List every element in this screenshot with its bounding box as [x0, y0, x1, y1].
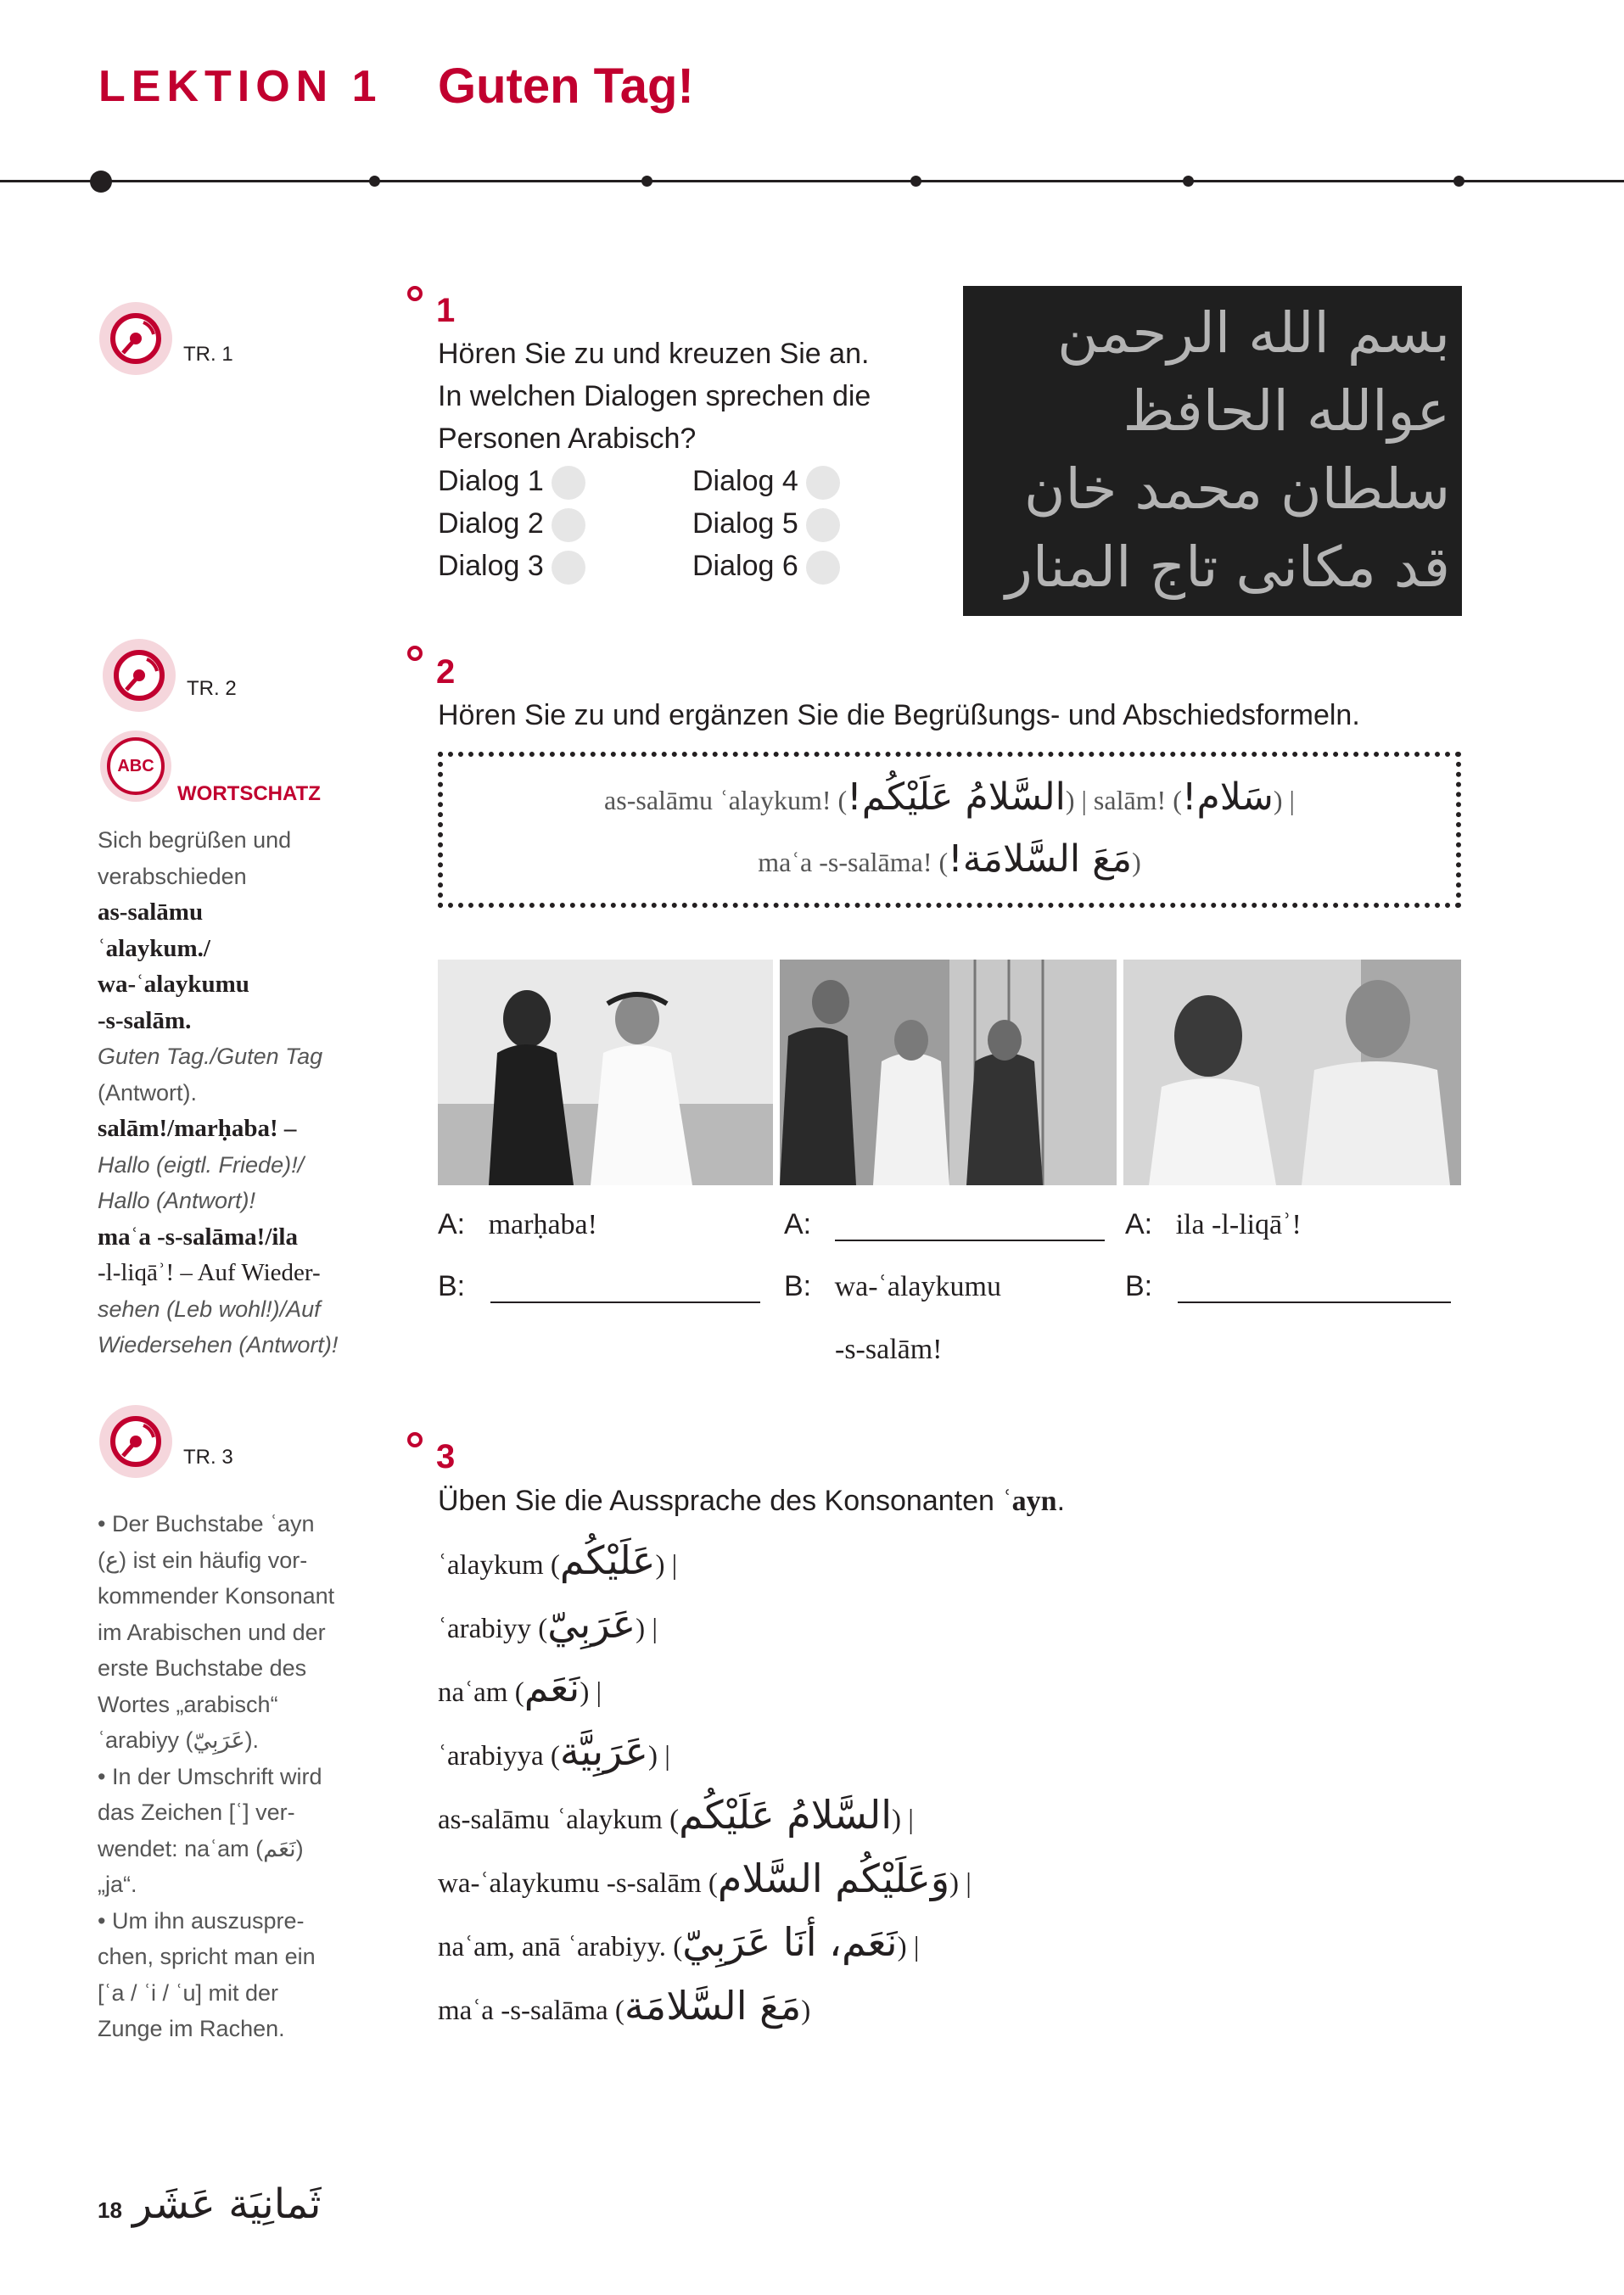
checkbox-circle[interactable] — [806, 508, 840, 542]
calligraphy-image: بسم الله الرحمن عوالله الحافظ سلطان محمد خان قد مكانى تاج المنار — [963, 286, 1462, 616]
checkbox-circle[interactable] — [806, 551, 840, 585]
dialog-option[interactable]: Dialog 5 — [692, 502, 840, 545]
exercise-1-instructions: Hören Sie zu und kreuzen Sie an. In welchen Dialogen sprechen die Personen Arabisch? — [438, 338, 871, 455]
dialog-1-a: A: marḥaba! — [438, 1208, 597, 1240]
checkbox-circle[interactable] — [552, 466, 585, 500]
exercise-2-instruction: Hören Sie zu und ergänzen Sie die Begrüßungs- und Abschiedsformeln. — [438, 699, 1360, 731]
exercise-number: 1 — [436, 292, 456, 329]
dialog-checklist-left — [438, 460, 585, 587]
audio-cd-icon[interactable] — [99, 302, 172, 375]
track-label: TR. 1 — [183, 343, 233, 366]
pronunciation-line: maʿa -s-salāma (مَعَ السَّلامَة) — [438, 1983, 811, 2029]
dialog-option[interactable]: Dialog 1 — [438, 460, 585, 502]
answer-blank[interactable] — [835, 1240, 1105, 1241]
answer-blank[interactable] — [490, 1301, 760, 1303]
vocabulary-list: Sich begrüßen und verabschieden as-salāmu ʿalaykum./ wa-ʿalaykumu -s-salām. Guten Tag./Guten Tag (Antwort). salām!/marḥaba! – Hallo (eigtl. Friede)!/ Hallo (Antwort)! maʿa -s-salāma!/ila -l-liqāʾ! – Auf Wieder- sehen (Leb wohl!)/Auf Wiedersehen (Antwort)! — [98, 827, 339, 1357]
header-rule — [0, 180, 1624, 182]
dialog-3-a: A: ila -l-liqāʾ! — [1125, 1208, 1302, 1240]
vocabulary-abc-icon: ABC — [100, 730, 171, 802]
audio-cd-icon[interactable] — [99, 1405, 172, 1478]
pronunciation-list — [438, 1537, 972, 2046]
dialog-1-b: B: — [438, 1270, 760, 1303]
exercise-marker — [407, 286, 423, 301]
timeline-dot — [641, 176, 652, 187]
page-number-arabic: ثَمانِيَة عَشَر — [132, 2180, 322, 2228]
ayn-note: • Der Buchstabe ʿayn (ع) ist ein häufig vor- kommender Konsonant im Arabischen und der erste Buchstabe des Wortes „arabisch“ ʿarabiyy (عَرَبِيّ). • In der Umschrift wird das Zeichen [ʿ] ver- wendet: naʿam (نَعَم) „ja“. • Um ihn auszuspre- chen, spricht man ein [ʿa / ʿi / ʿu] mit der Zunge im Rachen. — [98, 1511, 335, 2041]
timeline-dot — [1183, 176, 1194, 187]
exercise-marker — [407, 1432, 423, 1447]
dialog-2-b-continued: -s-salām! — [835, 1334, 943, 1365]
exercise-number: 3 — [436, 1438, 456, 1475]
dialog-option[interactable]: Dialog 4 — [692, 460, 840, 502]
timeline-dot-active — [90, 171, 112, 193]
dialog-option[interactable]: Dialog 6 — [692, 545, 840, 587]
greetings-line-2: maʿa -s-salāma! (مَعَ السَّلامَة!) — [758, 837, 1141, 881]
vocabulary-heading: WORTSCHATZ — [177, 782, 321, 805]
dialog-option[interactable]: Dialog 2 — [438, 502, 585, 545]
pronunciation-line: ʿalaykum (عَلَيْكُم) | — [438, 1537, 678, 1583]
dialog-3-b: B: — [1125, 1270, 1451, 1303]
pronunciation-line: ʿarabiyya (عَرَبِيَّة) | — [438, 1728, 670, 1774]
pronunciation-line: naʿam (نَعَم) | — [438, 1665, 602, 1710]
page-number: 18 — [98, 2197, 122, 2223]
checkbox-circle[interactable] — [806, 466, 840, 500]
checkbox-circle[interactable] — [552, 508, 585, 542]
answer-blank[interactable] — [1178, 1301, 1451, 1303]
dialog-option[interactable]: Dialog 3 — [438, 545, 585, 587]
track-label: TR. 2 — [187, 677, 237, 700]
dialog-2-b: B: wa-ʿalaykumu — [784, 1270, 1001, 1302]
dialog-checklist-right — [692, 460, 840, 587]
timeline-dot — [1453, 176, 1464, 187]
greetings-line-1: as-salāmu ʿalaykum! (السَّلامُ عَلَيْكُم!) | salām! (سَلام!) | — [604, 775, 1295, 819]
dialog-2-a: A: — [784, 1208, 1105, 1241]
photo-greeting-1 — [438, 960, 773, 1185]
photo-greeting-2 — [780, 960, 1117, 1185]
page-title: Guten Tag! — [438, 59, 694, 114]
pronunciation-line: naʿam, anā ʿarabiyy. (نَعَم، أنَا عَرَبِيّ) | — [438, 1919, 920, 1965]
photo-greeting-3 — [1123, 960, 1461, 1185]
timeline-dot — [910, 176, 921, 187]
track-label: TR. 3 — [183, 1446, 233, 1469]
exercise-3-instruction: Üben Sie die Aussprache des Konsonanten ʿayn. — [438, 1485, 1066, 1517]
pronunciation-line: wa-ʿalaykumu -s-salām (وَعَلَيْكُم السَّلام) | — [438, 1856, 972, 1901]
pronunciation-line: as-salāmu ʿalaykum (السَّلامُ عَلَيْكُم) | — [438, 1792, 914, 1838]
exercise-number: 2 — [436, 653, 456, 691]
pronunciation-line: ʿarabiyy (عَرَبِيّ) | — [438, 1601, 658, 1647]
greetings-box — [438, 752, 1461, 908]
lesson-label: LEKTION 1 — [98, 62, 383, 111]
timeline-dot — [369, 176, 380, 187]
exercise-marker — [407, 646, 423, 661]
audio-cd-icon[interactable] — [103, 639, 176, 712]
checkbox-circle[interactable] — [552, 551, 585, 585]
